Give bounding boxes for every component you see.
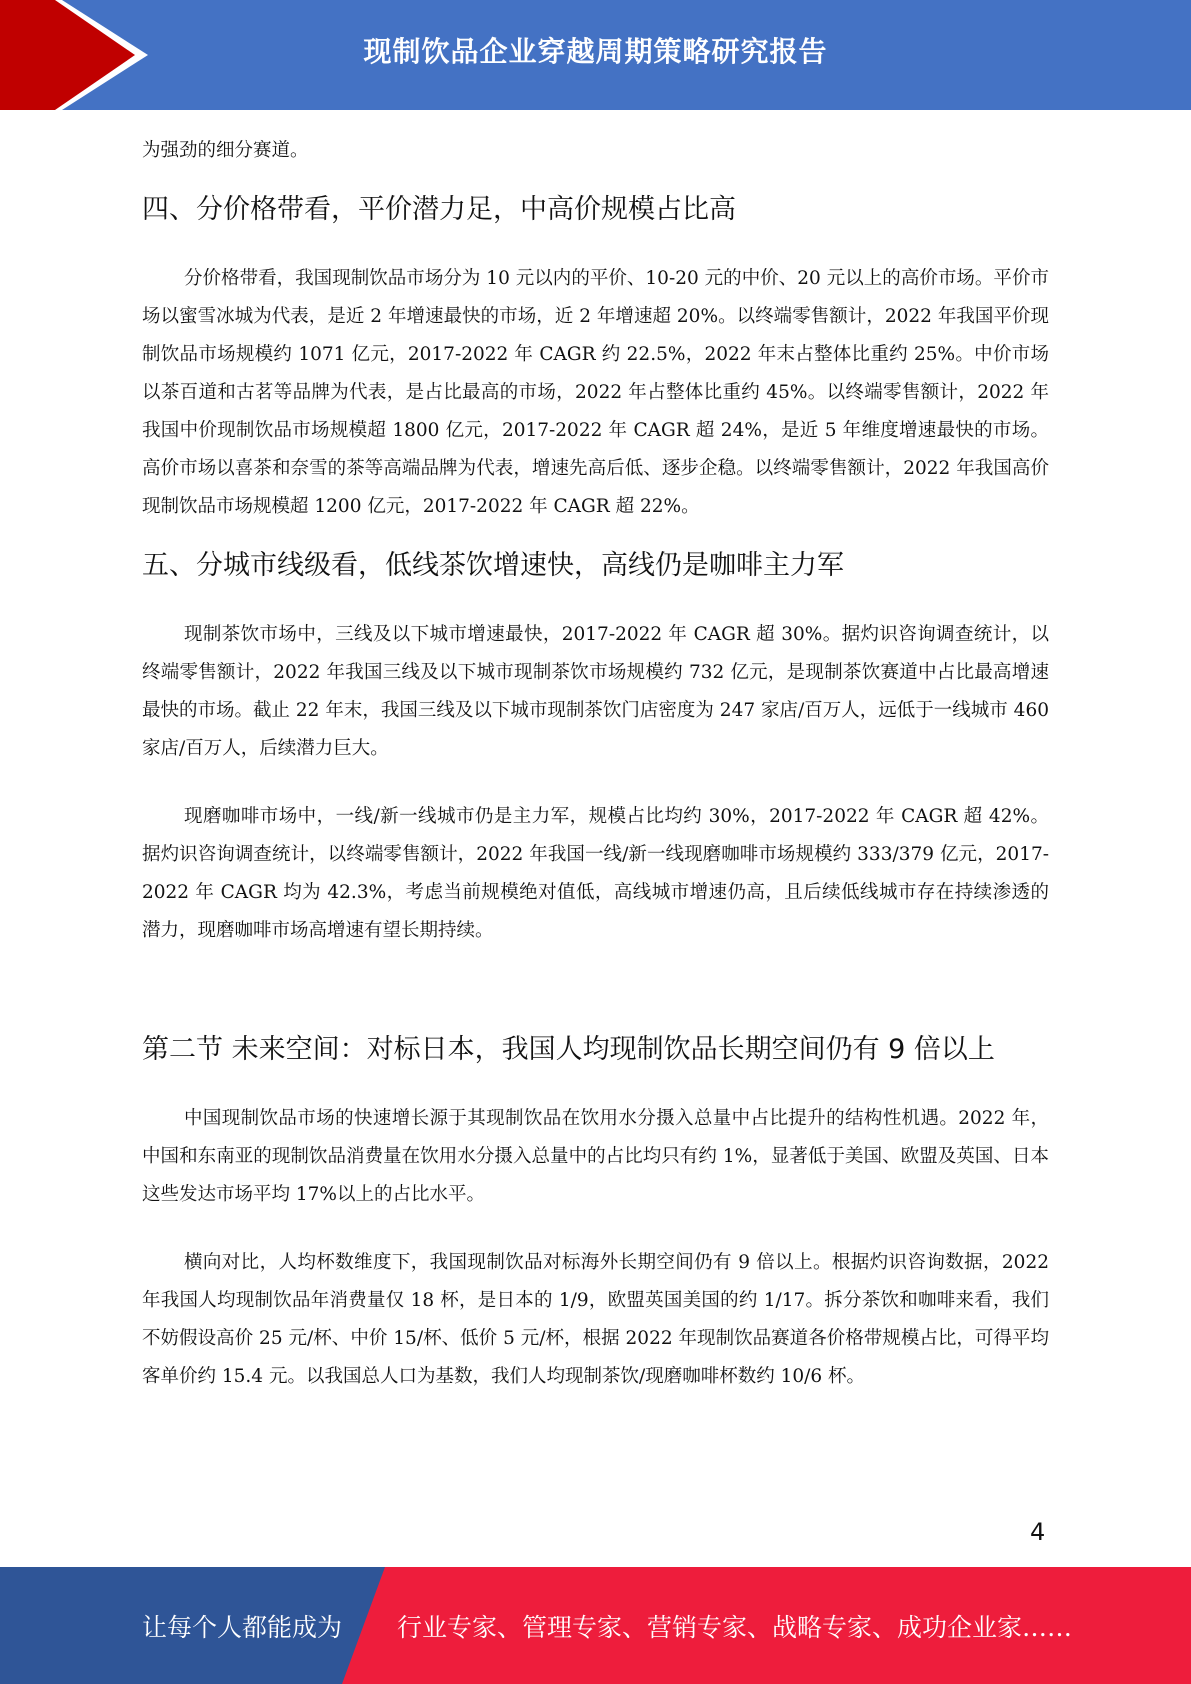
section-heading-future-space: 第二节 未来空间：对标日本，我国人均现制饮品长期空间仍有 9 倍以上 <box>142 1034 995 1065</box>
footer-banner <box>0 1567 1191 1684</box>
paragraph-price-band: 分价格带看，我国现制饮品市场分为 10 元以内的平价、10-20 元的中价、20 元以上的高价市场。平价市场以蜜雪冰城为代表，是近 2 年增速最快的市场，近 2 年增速超 20%。以终端零售额计，2022 年我国平价现制饮品市场规模约 1071 亿元，2017-2022 年 CAGR 约 22.5%，2022 年末占整体比重约 25%。中价市场以茶百道和古茗等品牌为代表，是占比最高的市场，2022 年占整体比重约 45%。以终端零售额计，2022 年我国中价现制饮品市场规模超 1800 亿元，2017-2022 年 CAGR 超 24%，是近 5 年维度增速最快的市场。高价市场以喜茶和奈雪的茶等高端品牌为代表，增速先高后低、逐步企稳。以终端零售额计，2022 年我国高价现制饮品市场规模超 1200 亿元，2017-2022 年 CAGR 超 22%。 <box>142 268 1049 517</box>
section-heading-city-tier: 五、分城市线级看，低线茶饮增速快，高线仍是咖啡主力军 <box>142 550 844 581</box>
footer-slogan-left: 让每个人都能成为 <box>142 1612 343 1642</box>
paragraph-structural-opportunity: 中国现制饮品市场的快速增长源于其现制饮品在饮用水分摄入总量中占比提升的结构性机遇。2022 年，中国和东南亚的现制饮品消费量在饮用水分摄入总量中的占比均只有约 1%，显著低于美国、欧盟及英国、日本这些发达市场平均 17%以上的占比水平。 <box>142 1108 1049 1205</box>
header-banner <box>0 0 1191 110</box>
main-content <box>142 132 1049 1396</box>
paragraph-coffee-market: 现磨咖啡市场中，一线/新一线城市仍是主力军，规模占比均约 30%，2017-2022 年 CAGR 超 42%。据灼识咨询调查统计，以终端零售额计，2022 年我国一线/新一线现磨咖啡市场规模约 333/379 亿元，2017-2022 年 CAGR 均为 42.3%，考虑当前规模绝对值低，高线城市增速仍高，且后续低线城市存在持续渗透的潜力，现磨咖啡市场高增速有望长期持续。 <box>142 806 1049 941</box>
section-heading-price-band: 四、分价格带看，平价潜力足，中高价规模占比高 <box>142 194 736 225</box>
paragraph-per-capita-cups: 横向对比，人均杯数维度下，我国现制饮品对标海外长期空间仍有 9 倍以上。根据灼识咨询数据，2022 年我国人均现制饮品年消费量仅 18 杯，是日本的 1/9，欧盟英国美国的约 1/17。拆分茶饮和咖啡来看，我们不妨假设高价 25 元/杯、中价 15/杯、低价 5 元/杯，根据 2022 年现制饮品赛道各价格带规模占比，可得平均客单价约 15.4 元。以我国总人口为基数，我们人均现制茶饮/现磨咖啡杯数约 10/6 杯。 <box>142 1252 1049 1387</box>
page-number: 4 <box>1030 1518 1046 1546</box>
continuation-text: 为强劲的细分赛道。 <box>142 140 309 161</box>
footer-slogan-right: 行业专家、管理专家、营销专家、战略专家、成功企业家…… <box>397 1612 1073 1642</box>
report-title: 现制饮品企业穿越周期策略研究报告 <box>363 35 828 68</box>
paragraph-tea-market: 现制茶饮市场中，三线及以下城市增速最快，2017-2022 年 CAGR 超 30%。据灼识咨询调查统计，以终端零售额计，2022 年我国三线及以下城市现制茶饮市场规模约 732 亿元，是现制茶饮赛道中占比最高增速最快的市场。截止 22 年末，我国三线及以下城市现制茶饮门店密度为 247 家店/百万人，远低于一线城市 460 家店/百万人，后续潜力巨大。 <box>142 624 1049 759</box>
